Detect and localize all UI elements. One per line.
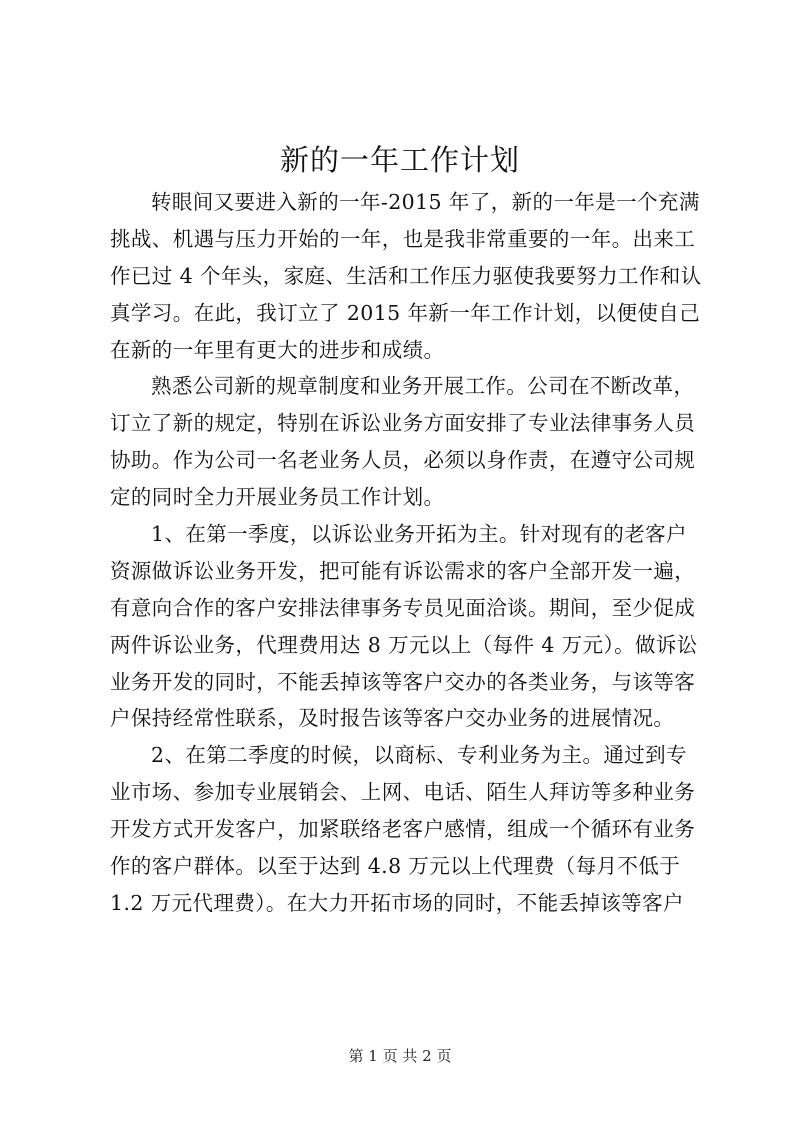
text-line: 资源做诉讼业务开发，把可能有诉讼需求的客户全部开发一遍，	[110, 558, 696, 583]
text-line: 开发方式开发客户，加紧联络老客户感情，组成一个循环有业务	[110, 817, 696, 842]
page-footer: 第 1 页 共 2 页	[348, 1047, 452, 1065]
text-line: 1.2 万元代理费）。在大力开拓市场的同时，不能丢掉该等客户	[110, 890, 684, 915]
text-line: 作的客户群体。以至于达到 4.8 万元以上代理费（每月不低于	[110, 854, 681, 879]
document-body	[110, 184, 702, 922]
text-line: 户保持经常性联系，及时报告该等客户交办业务的进展情况。	[110, 706, 675, 731]
text-line: 1、在第一季度，以诉讼业务开拓为主。针对现有的老客户	[151, 522, 687, 547]
text-line: 订立了新的规定，特别在诉讼业务方面安排了专业法律事务人员	[110, 411, 696, 436]
text-line: 协助。作为公司一名老业务人员，必须以身作责，在遵守公司规	[110, 448, 696, 473]
text-line: 真学习。在此，我订立了 2015 年新一年工作计划，以便使自己	[110, 300, 701, 325]
text-line: 有意向合作的客户安排法律事务专员见面洽谈。期间，至少促成	[110, 595, 696, 620]
text-line: 在新的一年里有更大的进步和成绩。	[110, 337, 445, 362]
text-line: 转眼间又要进入新的一年-2015 年了，新的一年是一个充满	[151, 190, 700, 214]
text-line: 挑战、机遇与压力开始的一年，也是我非常重要的一年。出来工	[110, 226, 696, 251]
text-line: 作已过 4 个年头，家庭、生活和工作压力驱使我要努力工作和认	[110, 263, 702, 288]
document-title: 新的一年工作计划	[279, 143, 520, 177]
text-line: 熟悉公司新的规章制度和业务开展工作。公司在不断改革，	[151, 374, 695, 399]
text-line: 两件诉讼业务，代理费用达 8 万元以上（每件 4 万元）。做诉讼	[110, 632, 698, 657]
text-line: 业务开发的同时，不能丢掉该等客户交办的各类业务，与该等客	[110, 669, 696, 694]
text-line: 2、在第二季度的时候，以商标、专利业务为主。通过到专	[151, 743, 687, 768]
text-line: 业市场、参加专业展销会、上网、电话、陌生人拜访等多种业务	[110, 780, 696, 805]
text-line: 定的同时全力开展业务员工作计划。	[110, 485, 445, 510]
